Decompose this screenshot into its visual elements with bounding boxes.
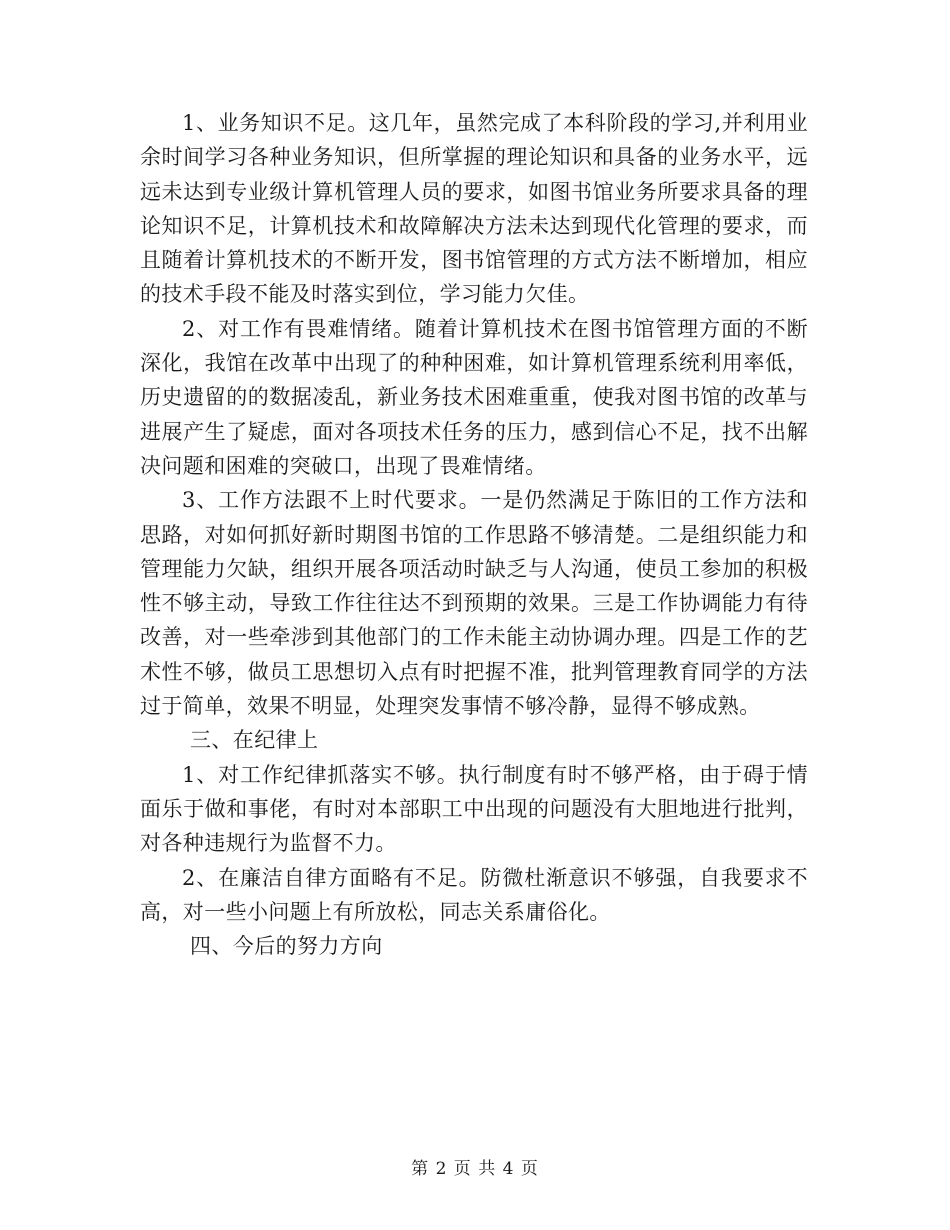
paragraph-work-discipline: 1、对工作纪律抓落实不够。执行制度有时不够严格，由于碍于情面乐于做和事佬，有时对本部职工中出现的问题没有大胆地进行批判，对各种违规行为监督不力。 xyxy=(140,762,808,856)
paragraph-work-methods: 3、工作方法跟不上时代要求。一是仍然满足于陈旧的工作方法和思路，对如何抓好新时期图书馆的工作思路不够清楚。二是组织能力和管理能力欠缺，组织开展各项活动时缺乏与人沟通，使员工参加的积极性不够主动，导致工作往往达不到预期的效果。三是工作协调能力有待改善，对一些牵涉到其他部门的工作未能主动协调办理。四是工作的艺术性不够，做员工思想切入点有时把握不准，批判管理教育同学的方法过于简单，效果不明显，处理突发事情不够冷静，显得不够成熟。 xyxy=(140,488,808,719)
paragraph-fear-of-difficulty: 2、对工作有畏难情绪。随着计算机技术在图书馆管理方面的不断深化，我馆在改革中出现了的种种困难，如计算机管理系统利用率低，历史遗留的的数据凌乱，新业务技术困难重重，使我对图书馆的改革与进展产生了疑虑，面对各项技术任务的压力，感到信心不足，找不出解决问题和困难的突破口，出现了畏难情绪。 xyxy=(140,316,808,478)
page-number-footer: 第 2 页 共 4 页 xyxy=(411,1159,539,1179)
paragraph-integrity: 2、在廉洁自律方面略有不足。防微杜渐意识不够强，自我要求不高，对一些小问题上有所放松，同志关系庸俗化。 xyxy=(140,865,808,924)
section-heading-discipline: 三、在纪律上 xyxy=(190,728,319,753)
document-body xyxy=(140,106,808,963)
section-heading-future-direction: 四、今后的努力方向 xyxy=(190,934,383,959)
paragraph-business-knowledge: 1、业务知识不足。这几年，虽然完成了本科阶段的学习,并利用业余时间学习各种业务知识，但所掌握的理论知识和具备的业务水平，远远未达到专业级计算机管理人员的要求，如图书馆业务所要求具备的理论知识不足，计算机技术和故障解决方法未达到现代化管理的要求，而且随着计算机技术的不断开发，图书馆管理的方式方法不断增加，相应的技术手段不能及时落实到位，学习能力欠佳。 xyxy=(140,111,808,307)
